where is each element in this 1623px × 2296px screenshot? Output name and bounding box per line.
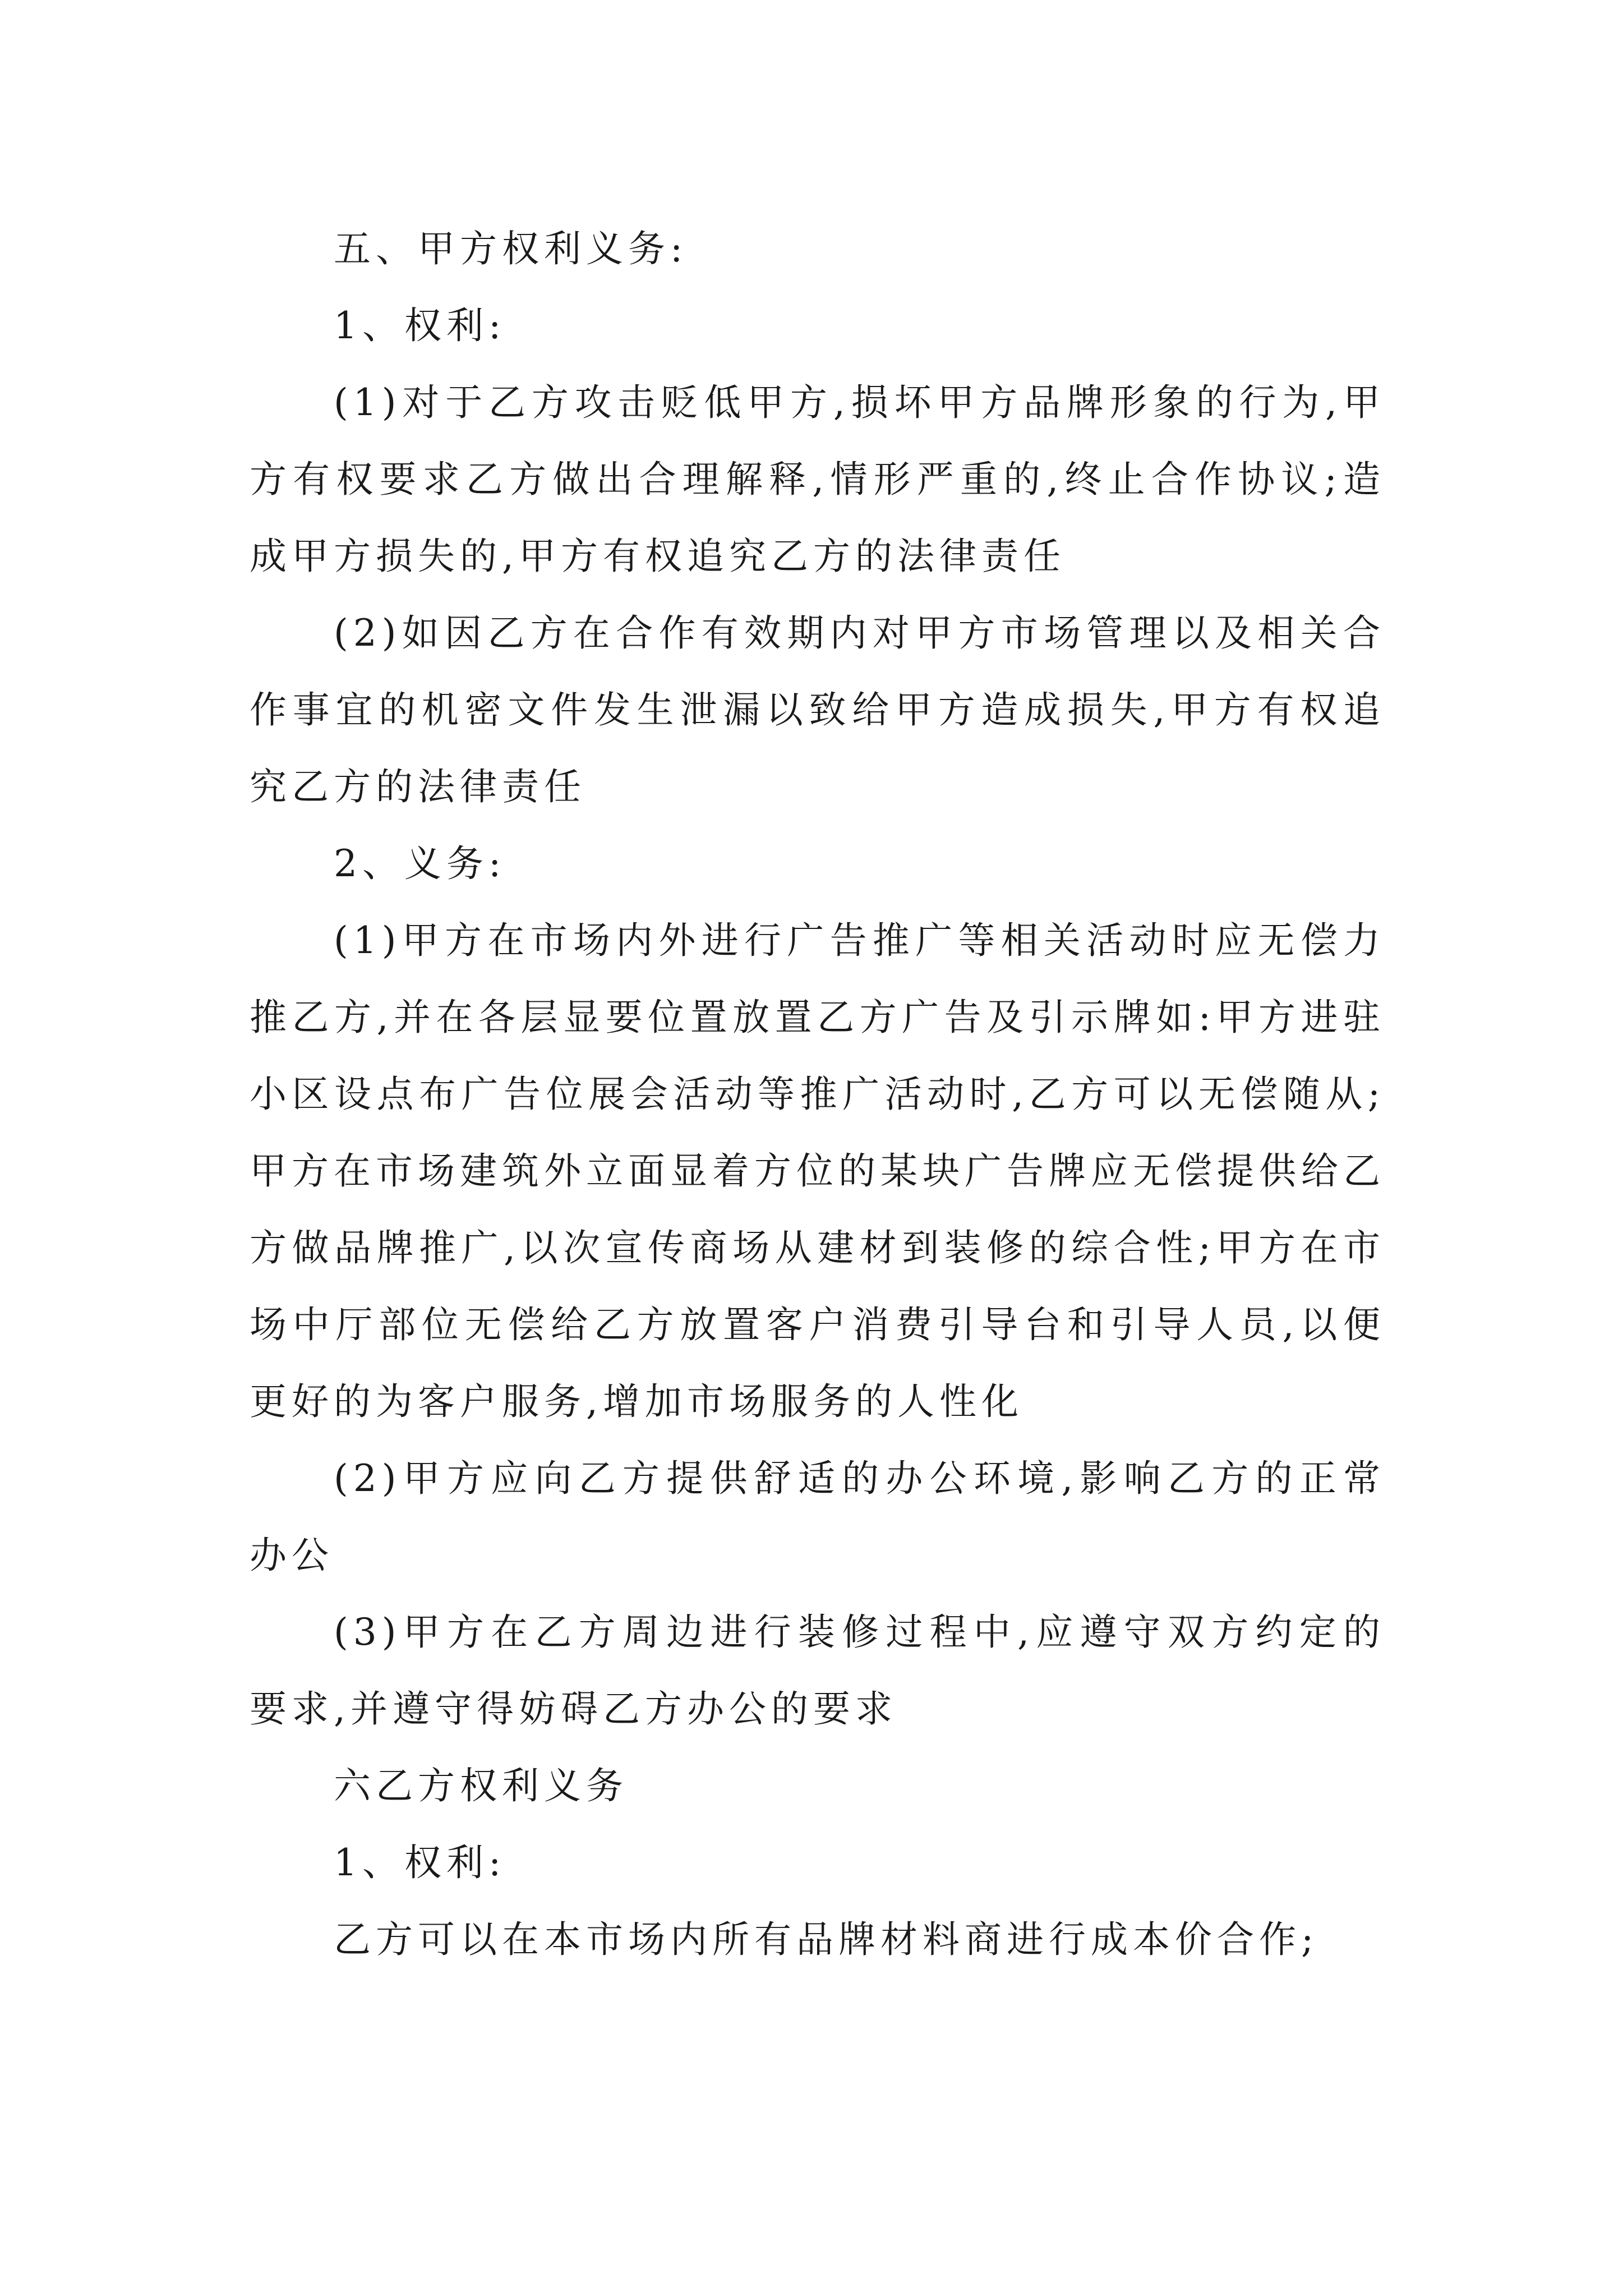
paragraph: (3)甲方在乙方周边进行装修过程中,应遵守双方约定的要求,并遵守得妨碍乙方办公的要求 xyxy=(250,1611,1385,1731)
subheading-obligations: 2、义务: xyxy=(334,842,506,885)
subheading-rights: 1、权利: xyxy=(334,304,506,347)
paragraph: (2)如因乙方在合作有效期内对甲方市场管理以及相关合作事宜的机密文件发生泄漏以致给甲方造成损失,甲方有权追究乙方的法律责任 xyxy=(250,611,1385,808)
paragraph: 乙方可以在本市场内所有品牌材料商进行成本价合作; xyxy=(334,1918,1319,1961)
section-heading-party-b: 六乙方权利义务 xyxy=(334,1764,628,1807)
paragraph: (1)甲方在市场内外进行广告推广等相关活动时应无偿力推乙方,并在各层显要位置放置乙方广告及引示牌如:甲方进驻小区设点布广告位展会活动等推广活动时,乙方可以无偿随从;甲方在市场建筑外立面显着方位的某块广告牌应无偿提供给乙方做品牌推广,以次宣传商场从建材到装修的综合性;甲方在市场中厅部位无偿给乙方放置客户消费引导台和引导人员,以便更好的为客户服务,增加市场服务的人性化 xyxy=(250,919,1385,1423)
paragraph: (1)对于乙方攻击贬低甲方,损坏甲方品牌形象的行为,甲方有权要求乙方做出合理解释,情形严重的,终止合作协议;造成甲方损失的,甲方有权追究乙方的法律责任 xyxy=(250,381,1385,578)
subheading-rights: 1、权利: xyxy=(334,1841,506,1884)
section-heading-party-a: 五、甲方权利义务: xyxy=(334,227,688,270)
document-body xyxy=(250,210,1385,1978)
paragraph: (2)甲方应向乙方提供舒适的办公环境,影响乙方的正常办公 xyxy=(250,1457,1385,1577)
